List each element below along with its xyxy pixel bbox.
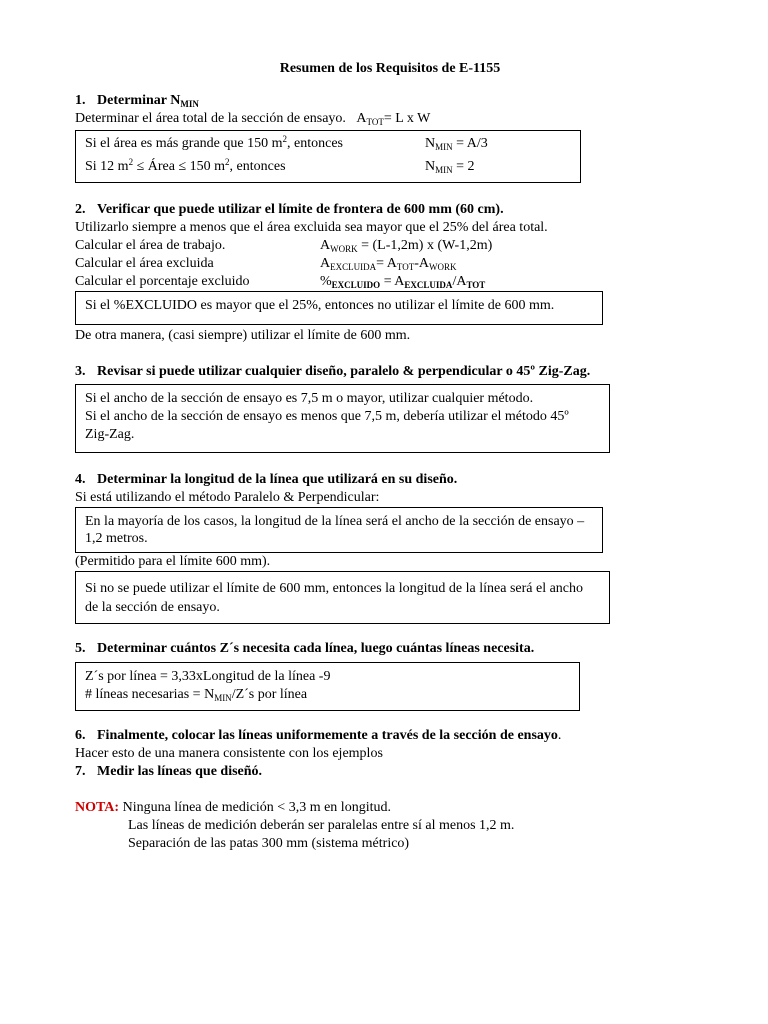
section-4-box-1: En la mayoría de los casos, la longitud de la línea será el ancho de la sección de ensayo – 1,2 metros. [75,507,603,553]
nota-line-2: Las líneas de medición deberán ser paralelas entre sí al menos 1,2 m. [128,818,515,833]
excluded-area-row: Calcular el área excluida $A_{EXCLUIDA}= A_{TOT}-A_{WORK}$ [75,256,457,272]
section-3-box: Si el ancho de la sección de ensayo es 7,5 m o mayor, utilizar cualquier método. Si el ancho de la sección de ensayo es menos que 7,5 m, debería utilizar el método 45º Zig-Zag. [75,384,610,453]
section-6-heading: 6. Finalmente, colocar las líneas uniformemente a través de la sección de ensayo. [75,728,562,743]
section-1-intro: Determinar el área total de la sección de ensayo. $A_{TOT}= L$ x W [75,111,431,127]
section-7-heading: 7. Medir las líneas que diseñó. [75,764,263,779]
excluded-percent-row: Calcular el porcentaje excluido $\%_{EXCLUIDO} = A_{EXCLUIDA}/A_{TOT}$ [75,274,486,290]
section-2-box: Si el %EXCLUIDO es mayor que el 25%, entonces no utilizar el límite de 600 mm. [75,291,603,325]
section-1-heading: 1. Determinar $N_{MIN}$ [75,93,199,109]
section-4-heading: 4. Determinar la longitud de la línea que utilizará en su diseño. [75,472,458,487]
section-4-box-2: Si no se puede utilizar el límite de 600 mm, entonces la longitud de la línea será el ancho de la sección de ensayo. [75,571,610,624]
section-1-box [75,130,581,183]
document-title: Resumen de los Requisitos de E-1155 [279,61,501,76]
nota-line-3: Separación de las patas 300 mm (sistema métrico) [128,836,410,851]
section-2-after: De otra manera, (casi siempre) utilizar el límite de 600 mm. [75,328,411,343]
section-6-line1: Hacer esto de una manera consistente con los ejemplos [75,746,383,761]
document-page [75,60,695,853]
work-area-row: Calcular el área de trabajo. $A_{WORK} = (L-1,2m)$ x (W-1,2m) [75,238,493,254]
section-2-heading: 2. Verificar que puede utilizar el límite de frontera de 600 mm (60 cm). [75,202,504,217]
section-2-line1: Utilizarlo siempre a menos que el área excluida sea mayor que el 25% del área total. [75,220,548,235]
nota-line-1: NOTA: Ninguna línea de medición < 3,3 m en longitud. [75,800,391,815]
nota-label: NOTA: [75,800,120,815]
section-5-heading: 5. Determinar cuántos Z´s necesita cada línea, luego cuántas líneas necesita. [75,641,535,656]
section-4-between: (Permitido para el límite 600 mm). [75,554,271,569]
area-rule-small: Si 12 $m^2$ ≤ Área ≤ 150 $m^2$, entonces $N_{MIN} = 2$ [85,157,475,175]
section-4-intro: Si está utilizando el método Paralelo & Perpendicular: [75,490,380,505]
area-rule-large: Si el área es más grande que 150 $m^2$, entonces $N_{MIN} = A/3$ [85,134,488,152]
section-3-heading: 3. Revisar si puede utilizar cualquier diseño, paralelo & perpendicular o 45º Zig-Zag. [75,364,591,379]
section-5-box: Z´s por línea = 3,33xLongitud de la línea -9 # líneas necesarias = $N_{MIN}/Z´s$ por línea [75,662,580,711]
